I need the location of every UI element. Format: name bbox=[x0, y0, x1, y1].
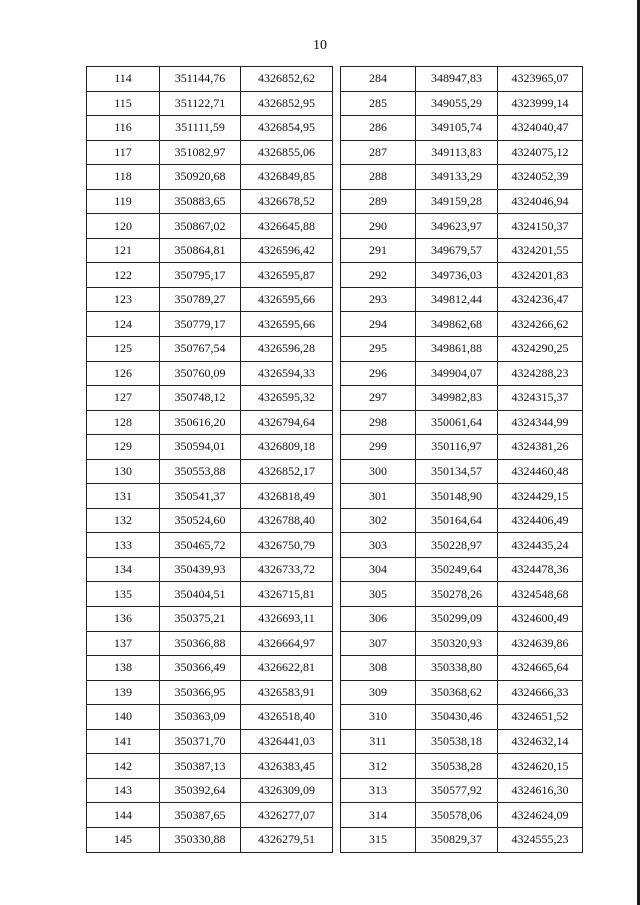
left-x-coordinate: 350371,70 bbox=[160, 729, 241, 754]
right-point-number: 288 bbox=[341, 165, 416, 190]
right-y-coordinate: 4323965,07 bbox=[498, 67, 583, 92]
column-divider bbox=[333, 680, 341, 705]
left-point-number: 141 bbox=[87, 729, 160, 754]
table-row bbox=[87, 410, 583, 435]
right-point-number: 303 bbox=[341, 533, 416, 558]
table-row bbox=[87, 67, 583, 92]
left-point-number: 140 bbox=[87, 705, 160, 730]
right-y-coordinate: 4324555,23 bbox=[498, 827, 583, 852]
table-row bbox=[87, 337, 583, 362]
right-y-coordinate: 4324639,86 bbox=[498, 631, 583, 656]
column-divider bbox=[333, 361, 341, 386]
coordinates-table bbox=[86, 66, 583, 853]
right-y-coordinate: 4324620,15 bbox=[498, 754, 583, 779]
right-point-number: 297 bbox=[341, 386, 416, 411]
left-point-number: 132 bbox=[87, 508, 160, 533]
right-point-number: 311 bbox=[341, 729, 416, 754]
right-point-number: 293 bbox=[341, 287, 416, 312]
right-y-coordinate: 4324201,55 bbox=[498, 238, 583, 263]
table-row bbox=[87, 484, 583, 509]
table-row bbox=[87, 459, 583, 484]
right-y-coordinate: 4324046,94 bbox=[498, 189, 583, 214]
table-row bbox=[87, 778, 583, 803]
right-x-coordinate: 349812,44 bbox=[416, 287, 498, 312]
left-x-coordinate: 350920,68 bbox=[160, 165, 241, 190]
left-y-coordinate: 4326794,64 bbox=[241, 410, 333, 435]
left-y-coordinate: 4326715,81 bbox=[241, 582, 333, 607]
left-x-coordinate: 351144,76 bbox=[160, 67, 241, 92]
left-y-coordinate: 4326441,03 bbox=[241, 729, 333, 754]
left-point-number: 143 bbox=[87, 778, 160, 803]
column-divider bbox=[333, 557, 341, 582]
right-point-number: 284 bbox=[341, 67, 416, 92]
right-point-number: 314 bbox=[341, 803, 416, 828]
right-x-coordinate: 350538,28 bbox=[416, 754, 498, 779]
right-point-number: 295 bbox=[341, 337, 416, 362]
column-divider bbox=[333, 165, 341, 190]
right-point-number: 313 bbox=[341, 778, 416, 803]
left-y-coordinate: 4326852,95 bbox=[241, 91, 333, 116]
right-point-number: 298 bbox=[341, 410, 416, 435]
table-row bbox=[87, 91, 583, 116]
page-number: 10 bbox=[313, 38, 327, 53]
right-point-number: 289 bbox=[341, 189, 416, 214]
left-y-coordinate: 4326595,66 bbox=[241, 312, 333, 337]
column-divider bbox=[333, 386, 341, 411]
left-y-coordinate: 4326595,87 bbox=[241, 263, 333, 288]
right-y-coordinate: 4324150,37 bbox=[498, 214, 583, 239]
left-point-number: 117 bbox=[87, 140, 160, 165]
left-y-coordinate: 4326645,88 bbox=[241, 214, 333, 239]
right-point-number: 307 bbox=[341, 631, 416, 656]
left-point-number: 130 bbox=[87, 459, 160, 484]
right-x-coordinate: 350061,64 bbox=[416, 410, 498, 435]
right-x-coordinate: 350578,06 bbox=[416, 803, 498, 828]
table-row bbox=[87, 557, 583, 582]
right-x-coordinate: 350338,80 bbox=[416, 656, 498, 681]
left-x-coordinate: 350789,27 bbox=[160, 287, 241, 312]
right-point-number: 286 bbox=[341, 116, 416, 141]
column-divider bbox=[333, 754, 341, 779]
right-point-number: 315 bbox=[341, 827, 416, 852]
left-x-coordinate: 350465,72 bbox=[160, 533, 241, 558]
left-point-number: 144 bbox=[87, 803, 160, 828]
left-x-coordinate: 350392,64 bbox=[160, 778, 241, 803]
table-row bbox=[87, 116, 583, 141]
right-point-number: 305 bbox=[341, 582, 416, 607]
right-x-coordinate: 349623,97 bbox=[416, 214, 498, 239]
left-point-number: 133 bbox=[87, 533, 160, 558]
right-point-number: 296 bbox=[341, 361, 416, 386]
left-x-coordinate: 350553,88 bbox=[160, 459, 241, 484]
table-row bbox=[87, 361, 583, 386]
left-x-coordinate: 350767,54 bbox=[160, 337, 241, 362]
left-x-coordinate: 350439,93 bbox=[160, 557, 241, 582]
right-point-number: 306 bbox=[341, 607, 416, 632]
left-point-number: 115 bbox=[87, 91, 160, 116]
column-divider bbox=[333, 91, 341, 116]
left-x-coordinate: 350366,49 bbox=[160, 656, 241, 681]
left-x-coordinate: 350330,88 bbox=[160, 827, 241, 852]
right-x-coordinate: 350577,92 bbox=[416, 778, 498, 803]
left-y-coordinate: 4326788,40 bbox=[241, 508, 333, 533]
left-y-coordinate: 4326277,07 bbox=[241, 803, 333, 828]
table-row bbox=[87, 312, 583, 337]
column-divider bbox=[333, 705, 341, 730]
left-y-coordinate: 4326595,32 bbox=[241, 386, 333, 411]
column-divider bbox=[333, 189, 341, 214]
right-x-coordinate: 350116,97 bbox=[416, 435, 498, 460]
right-point-number: 292 bbox=[341, 263, 416, 288]
table-row bbox=[87, 140, 583, 165]
left-y-coordinate: 4326854,95 bbox=[241, 116, 333, 141]
left-y-coordinate: 4326279,51 bbox=[241, 827, 333, 852]
right-x-coordinate: 349862,68 bbox=[416, 312, 498, 337]
left-point-number: 138 bbox=[87, 656, 160, 681]
left-x-coordinate: 350795,17 bbox=[160, 263, 241, 288]
table-row bbox=[87, 533, 583, 558]
left-point-number: 136 bbox=[87, 607, 160, 632]
left-point-number: 137 bbox=[87, 631, 160, 656]
left-x-coordinate: 351082,97 bbox=[160, 140, 241, 165]
table-row bbox=[87, 705, 583, 730]
left-point-number: 145 bbox=[87, 827, 160, 852]
column-divider bbox=[333, 729, 341, 754]
right-x-coordinate: 349055,29 bbox=[416, 91, 498, 116]
left-y-coordinate: 4326595,66 bbox=[241, 287, 333, 312]
right-y-coordinate: 4324344,99 bbox=[498, 410, 583, 435]
left-y-coordinate: 4326855,06 bbox=[241, 140, 333, 165]
right-point-number: 299 bbox=[341, 435, 416, 460]
column-divider bbox=[333, 263, 341, 288]
table-row bbox=[87, 165, 583, 190]
right-y-coordinate: 4324460,48 bbox=[498, 459, 583, 484]
left-point-number: 118 bbox=[87, 165, 160, 190]
left-point-number: 142 bbox=[87, 754, 160, 779]
right-y-coordinate: 4324040,47 bbox=[498, 116, 583, 141]
right-x-coordinate: 350829,37 bbox=[416, 827, 498, 852]
right-x-coordinate: 350164,64 bbox=[416, 508, 498, 533]
left-y-coordinate: 4326622,81 bbox=[241, 656, 333, 681]
left-y-coordinate: 4326596,28 bbox=[241, 337, 333, 362]
column-divider bbox=[333, 508, 341, 533]
table-row bbox=[87, 189, 583, 214]
left-x-coordinate: 350779,17 bbox=[160, 312, 241, 337]
right-x-coordinate: 349113,83 bbox=[416, 140, 498, 165]
right-point-number: 309 bbox=[341, 680, 416, 705]
left-point-number: 139 bbox=[87, 680, 160, 705]
column-divider bbox=[333, 287, 341, 312]
right-y-coordinate: 4324616,30 bbox=[498, 778, 583, 803]
column-divider bbox=[333, 459, 341, 484]
column-divider bbox=[333, 631, 341, 656]
left-point-number: 127 bbox=[87, 386, 160, 411]
left-y-coordinate: 4326594,33 bbox=[241, 361, 333, 386]
right-x-coordinate: 349679,57 bbox=[416, 238, 498, 263]
left-point-number: 114 bbox=[87, 67, 160, 92]
table-row bbox=[87, 582, 583, 607]
left-y-coordinate: 4326383,45 bbox=[241, 754, 333, 779]
table-row bbox=[87, 263, 583, 288]
left-x-coordinate: 350366,95 bbox=[160, 680, 241, 705]
right-point-number: 291 bbox=[341, 238, 416, 263]
right-y-coordinate: 4324288,23 bbox=[498, 361, 583, 386]
right-point-number: 310 bbox=[341, 705, 416, 730]
table-row bbox=[87, 508, 583, 533]
left-point-number: 126 bbox=[87, 361, 160, 386]
right-x-coordinate: 349105,74 bbox=[416, 116, 498, 141]
right-x-coordinate: 350368,62 bbox=[416, 680, 498, 705]
left-point-number: 128 bbox=[87, 410, 160, 435]
table-row bbox=[87, 214, 583, 239]
right-y-coordinate: 4324632,14 bbox=[498, 729, 583, 754]
left-y-coordinate: 4326693,11 bbox=[241, 607, 333, 632]
left-y-coordinate: 4326809,18 bbox=[241, 435, 333, 460]
left-point-number: 116 bbox=[87, 116, 160, 141]
left-x-coordinate: 350375,21 bbox=[160, 607, 241, 632]
right-point-number: 287 bbox=[341, 140, 416, 165]
right-point-number: 300 bbox=[341, 459, 416, 484]
right-y-coordinate: 4323999,14 bbox=[498, 91, 583, 116]
left-y-coordinate: 4326309,09 bbox=[241, 778, 333, 803]
right-point-number: 285 bbox=[341, 91, 416, 116]
left-y-coordinate: 4326733,72 bbox=[241, 557, 333, 582]
left-x-coordinate: 351122,71 bbox=[160, 91, 241, 116]
right-y-coordinate: 4324266,62 bbox=[498, 312, 583, 337]
left-x-coordinate: 350760,09 bbox=[160, 361, 241, 386]
left-point-number: 120 bbox=[87, 214, 160, 239]
column-divider bbox=[333, 116, 341, 141]
coordinates-table-body bbox=[87, 67, 583, 853]
right-x-coordinate: 350278,26 bbox=[416, 582, 498, 607]
right-y-coordinate: 4324201,83 bbox=[498, 263, 583, 288]
right-x-coordinate: 348947,83 bbox=[416, 67, 498, 92]
right-x-coordinate: 350430,46 bbox=[416, 705, 498, 730]
right-y-coordinate: 4324315,37 bbox=[498, 386, 583, 411]
left-y-coordinate: 4326583,91 bbox=[241, 680, 333, 705]
right-x-coordinate: 350320,93 bbox=[416, 631, 498, 656]
right-y-coordinate: 4324290,25 bbox=[498, 337, 583, 362]
right-point-number: 308 bbox=[341, 656, 416, 681]
column-divider bbox=[333, 778, 341, 803]
right-point-number: 304 bbox=[341, 557, 416, 582]
left-y-coordinate: 4326750,79 bbox=[241, 533, 333, 558]
table-row bbox=[87, 435, 583, 460]
left-x-coordinate: 350366,88 bbox=[160, 631, 241, 656]
table-row bbox=[87, 680, 583, 705]
table-row bbox=[87, 287, 583, 312]
table-row bbox=[87, 827, 583, 852]
table-row bbox=[87, 803, 583, 828]
left-x-coordinate: 350864,81 bbox=[160, 238, 241, 263]
right-y-coordinate: 4324381,26 bbox=[498, 435, 583, 460]
left-y-coordinate: 4326664,97 bbox=[241, 631, 333, 656]
left-point-number: 131 bbox=[87, 484, 160, 509]
left-point-number: 121 bbox=[87, 238, 160, 263]
right-y-coordinate: 4324478,36 bbox=[498, 557, 583, 582]
right-y-coordinate: 4324052,39 bbox=[498, 165, 583, 190]
column-divider bbox=[333, 607, 341, 632]
left-x-coordinate: 350363,09 bbox=[160, 705, 241, 730]
left-x-coordinate: 350404,51 bbox=[160, 582, 241, 607]
table-row bbox=[87, 607, 583, 632]
column-divider bbox=[333, 140, 341, 165]
right-y-coordinate: 4324624,09 bbox=[498, 803, 583, 828]
right-x-coordinate: 350148,90 bbox=[416, 484, 498, 509]
left-point-number: 125 bbox=[87, 337, 160, 362]
left-x-coordinate: 350594,01 bbox=[160, 435, 241, 460]
left-x-coordinate: 350541,37 bbox=[160, 484, 241, 509]
table-row bbox=[87, 386, 583, 411]
right-x-coordinate: 349904,07 bbox=[416, 361, 498, 386]
column-divider bbox=[333, 803, 341, 828]
table-row bbox=[87, 631, 583, 656]
column-divider bbox=[333, 656, 341, 681]
right-x-coordinate: 349861,88 bbox=[416, 337, 498, 362]
column-divider bbox=[333, 827, 341, 852]
right-x-coordinate: 350249,64 bbox=[416, 557, 498, 582]
left-x-coordinate: 350387,13 bbox=[160, 754, 241, 779]
column-divider bbox=[333, 238, 341, 263]
column-divider bbox=[333, 337, 341, 362]
right-point-number: 312 bbox=[341, 754, 416, 779]
left-point-number: 134 bbox=[87, 557, 160, 582]
right-x-coordinate: 350538,18 bbox=[416, 729, 498, 754]
left-y-coordinate: 4326852,17 bbox=[241, 459, 333, 484]
right-point-number: 294 bbox=[341, 312, 416, 337]
column-divider bbox=[333, 312, 341, 337]
right-x-coordinate: 349159,28 bbox=[416, 189, 498, 214]
left-point-number: 124 bbox=[87, 312, 160, 337]
right-x-coordinate: 350228,97 bbox=[416, 533, 498, 558]
right-point-number: 302 bbox=[341, 508, 416, 533]
left-y-coordinate: 4326852,62 bbox=[241, 67, 333, 92]
right-x-coordinate: 350299,09 bbox=[416, 607, 498, 632]
left-y-coordinate: 4326518,40 bbox=[241, 705, 333, 730]
right-point-number: 290 bbox=[341, 214, 416, 239]
left-point-number: 119 bbox=[87, 189, 160, 214]
left-x-coordinate: 350387,65 bbox=[160, 803, 241, 828]
right-y-coordinate: 4324600,49 bbox=[498, 607, 583, 632]
right-y-coordinate: 4324075,12 bbox=[498, 140, 583, 165]
left-point-number: 129 bbox=[87, 435, 160, 460]
column-divider bbox=[333, 435, 341, 460]
left-x-coordinate: 350867,02 bbox=[160, 214, 241, 239]
right-y-coordinate: 4324666,33 bbox=[498, 680, 583, 705]
left-x-coordinate: 350883,65 bbox=[160, 189, 241, 214]
left-x-coordinate: 351111,59 bbox=[160, 116, 241, 141]
column-divider bbox=[333, 582, 341, 607]
right-x-coordinate: 349982,83 bbox=[416, 386, 498, 411]
left-y-coordinate: 4326678,52 bbox=[241, 189, 333, 214]
left-x-coordinate: 350748,12 bbox=[160, 386, 241, 411]
right-point-number: 301 bbox=[341, 484, 416, 509]
table-row bbox=[87, 754, 583, 779]
right-y-coordinate: 4324665,64 bbox=[498, 656, 583, 681]
right-y-coordinate: 4324429,15 bbox=[498, 484, 583, 509]
table-row bbox=[87, 729, 583, 754]
left-x-coordinate: 350616,20 bbox=[160, 410, 241, 435]
left-point-number: 123 bbox=[87, 287, 160, 312]
left-y-coordinate: 4326849,85 bbox=[241, 165, 333, 190]
right-x-coordinate: 350134,57 bbox=[416, 459, 498, 484]
left-x-coordinate: 350524,60 bbox=[160, 508, 241, 533]
right-y-coordinate: 4324651,52 bbox=[498, 705, 583, 730]
column-divider bbox=[333, 484, 341, 509]
left-y-coordinate: 4326818,49 bbox=[241, 484, 333, 509]
left-point-number: 122 bbox=[87, 263, 160, 288]
column-divider bbox=[333, 533, 341, 558]
right-y-coordinate: 4324435,24 bbox=[498, 533, 583, 558]
table-row bbox=[87, 656, 583, 681]
right-y-coordinate: 4324236,47 bbox=[498, 287, 583, 312]
column-divider bbox=[333, 410, 341, 435]
left-y-coordinate: 4326596,42 bbox=[241, 238, 333, 263]
right-x-coordinate: 349133,29 bbox=[416, 165, 498, 190]
right-y-coordinate: 4324548,68 bbox=[498, 582, 583, 607]
right-x-coordinate: 349736,03 bbox=[416, 263, 498, 288]
table-row bbox=[87, 238, 583, 263]
right-y-coordinate: 4324406,49 bbox=[498, 508, 583, 533]
column-divider bbox=[333, 67, 341, 92]
left-point-number: 135 bbox=[87, 582, 160, 607]
column-divider bbox=[333, 214, 341, 239]
